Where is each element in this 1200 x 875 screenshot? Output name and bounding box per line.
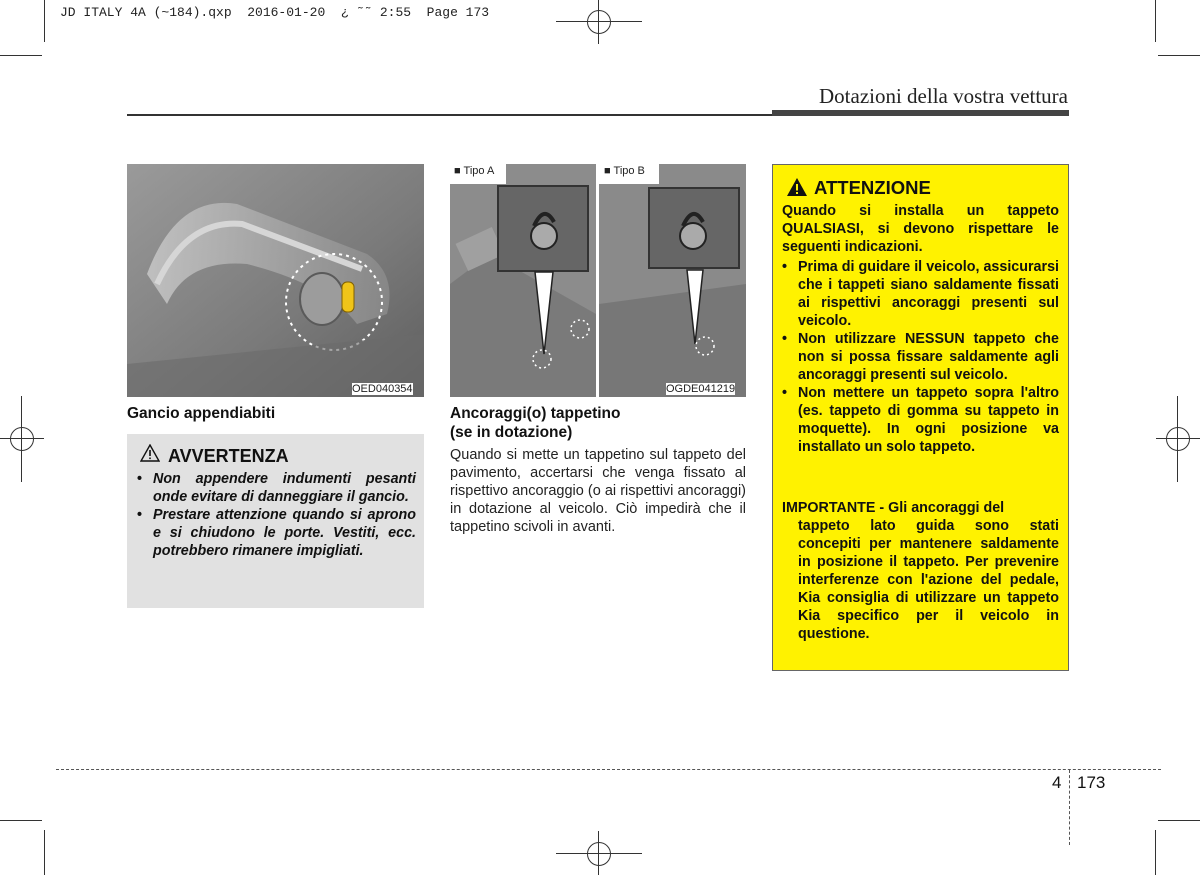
floor-mat-photo-type-a xyxy=(450,164,596,397)
caption-mat-anchor xyxy=(450,404,621,442)
footer-dashed-rule xyxy=(56,769,1161,770)
warning-list xyxy=(137,470,416,560)
caution-item: • Non mettere un tappeto sopra l'altro (es. tappeto di gomma su tappeto in moquette). In ogni posizione va installato un solo tappeto. xyxy=(782,384,1059,456)
caution-important xyxy=(782,499,1059,643)
figure-code-mats: OGDE041219 xyxy=(666,383,736,395)
coat-hook-photo xyxy=(127,164,424,397)
caution-triangle-icon xyxy=(786,177,808,202)
figure-code-hook: OED040354 xyxy=(352,383,413,395)
mat-anchor-body: Quando si mette un tappetino sul tappeto del pavimento, accertarsi che venga fissato al rispettivo ancoraggio (o ai rispettivi ancoraggi) in dotazione al veicolo. Ciò impedirà che il tappetino scivoli in avanti. xyxy=(450,447,746,535)
type-b-label: ■ Tipo B xyxy=(604,165,645,177)
caution-item: • Non utilizzare NESSUN tappeto che non si possa fissare saldamente agli ancoraggi presenti sul veicolo. xyxy=(782,330,1059,384)
warning-title: AVVERTENZA xyxy=(168,446,289,466)
print-slug: JD ITALY 4A (~184).qxp 2016-01-20 ¿ ˜˜ 2:55 Page 173 xyxy=(60,5,490,20)
footer-dashed-divider xyxy=(1069,770,1070,845)
warning-triangle-icon xyxy=(140,444,160,467)
caution-list xyxy=(782,258,1059,456)
header-rule-thick xyxy=(772,110,1069,116)
type-a-label: ■ Tipo A xyxy=(454,165,495,177)
page-number: 173 xyxy=(1077,773,1106,792)
caution-title: ATTENZIONE xyxy=(814,177,931,198)
caution-intro: Quando si installa un tappeto QUALSIASI, si devono rispettare le seguenti indicazioni. xyxy=(782,203,1059,255)
chapter-number: 4 xyxy=(1052,773,1062,792)
caption-coat-hook: Gancio appendiabiti xyxy=(127,405,276,422)
caption-mat-anchor-line1: Ancoraggi(o) tappetino xyxy=(450,405,621,422)
section-title: Dotazioni della vostra vettura xyxy=(819,84,1068,108)
caution-item: • Prima di guidare il veicolo, assicurarsi che i tappeti siano saldamente fissati ai rispettivi ancoraggi presenti sul veicolo. xyxy=(782,258,1059,330)
important-label: IMPORTANTE - xyxy=(782,500,889,516)
important-rest: tappeto lato guida sono stati concepiti per mantenere saldamente in posizione il tappeto. Per prevenire interferenze con l'azione del pedale, Kia consiglia di utilizzare un tappeto Kia specifico per il veicolo in questione. xyxy=(798,518,1059,642)
floor-mat-photo-type-b xyxy=(599,164,746,397)
warning-item: • Prestare attenzione quando si aprono e si chiudono le porte. Vestiti, ecc. potrebbero rimanere impigliati. xyxy=(137,506,416,560)
warning-item: • Non appendere indumenti pesanti onde evitare di danneggiare il gancio. xyxy=(137,470,416,506)
caption-mat-anchor-line2: (se in dotazione) xyxy=(450,424,573,441)
header-rule xyxy=(127,114,772,116)
important-first-line: Gli ancoraggi del xyxy=(888,500,1005,516)
